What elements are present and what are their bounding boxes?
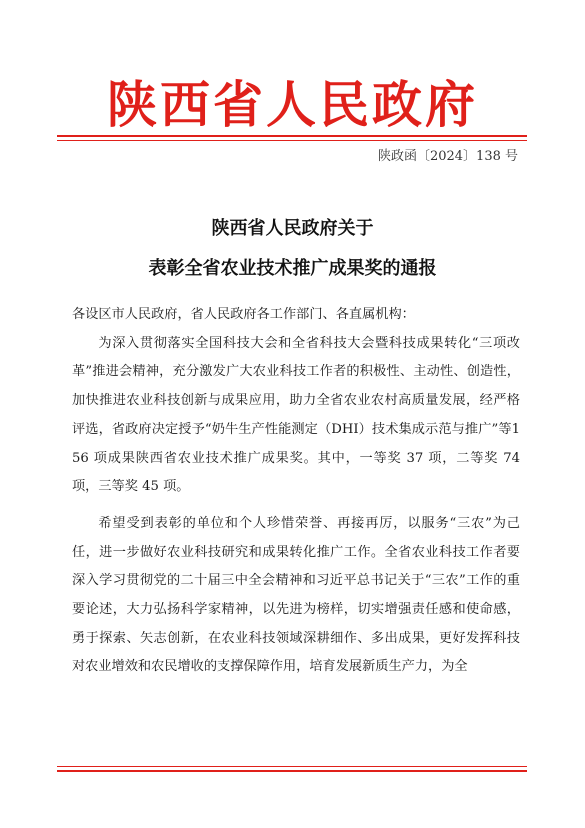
header-divider-thin [57, 140, 527, 141]
salutation: 各设区市人民政府，省人民政府各工作部门、各直属机构： [72, 307, 415, 322]
body-paragraph-2: 希望受到表彰的单位和个人珍惜荣誉、再接再厉，以服务“三农”为己任，进一步做好农业科技研究和成果转化推广工作。全省农业科技工作者要深入学习贯彻党的二十届三中全会精神和习近平总书记关于“三农”工作的重要论述，大力弘扬科学家精神，以先进为榜样，切实增强责任感和使命感，勇于探索、矢志创新，在农业科技领域深耕细作、多出成果，更好发挥科技对农业增效和农民增收的支撑保障作用，培育发展新质生产力，为全 [72, 515, 520, 675]
document-title-line-2: 表彰全省农业技术推广成果奖的通报 [148, 258, 437, 279]
document-number: 陕政函〔2024〕138 号 [377, 149, 518, 164]
document-body [72, 301, 520, 682]
footer-divider-thick [57, 770, 527, 772]
masthead-title: 陕西省人民政府 [107, 75, 478, 134]
body-paragraph-1: 为深入贯彻落实全国科技大会和全省科技大会暨科技成果转化“三项改革”推进会精神，充分激发广大农业科技工作者的积极性、主动性、创造性，加快推进农业科技创新与成果应用，助力全省农业农村高质量发展，经严格评选，省政府决定授予“奶牛生产性能测定（DHI）技术集成示范与推广”等156 项成果陕西省农业技术推广成果奖。其中，一等奖 37 项，二等奖 74 项，三等奖 45 项。 [72, 335, 520, 495]
header-divider-thick [57, 135, 527, 137]
document-title-line-1: 陕西省人民政府关于 [211, 218, 374, 239]
footer-divider-thin [57, 766, 527, 767]
